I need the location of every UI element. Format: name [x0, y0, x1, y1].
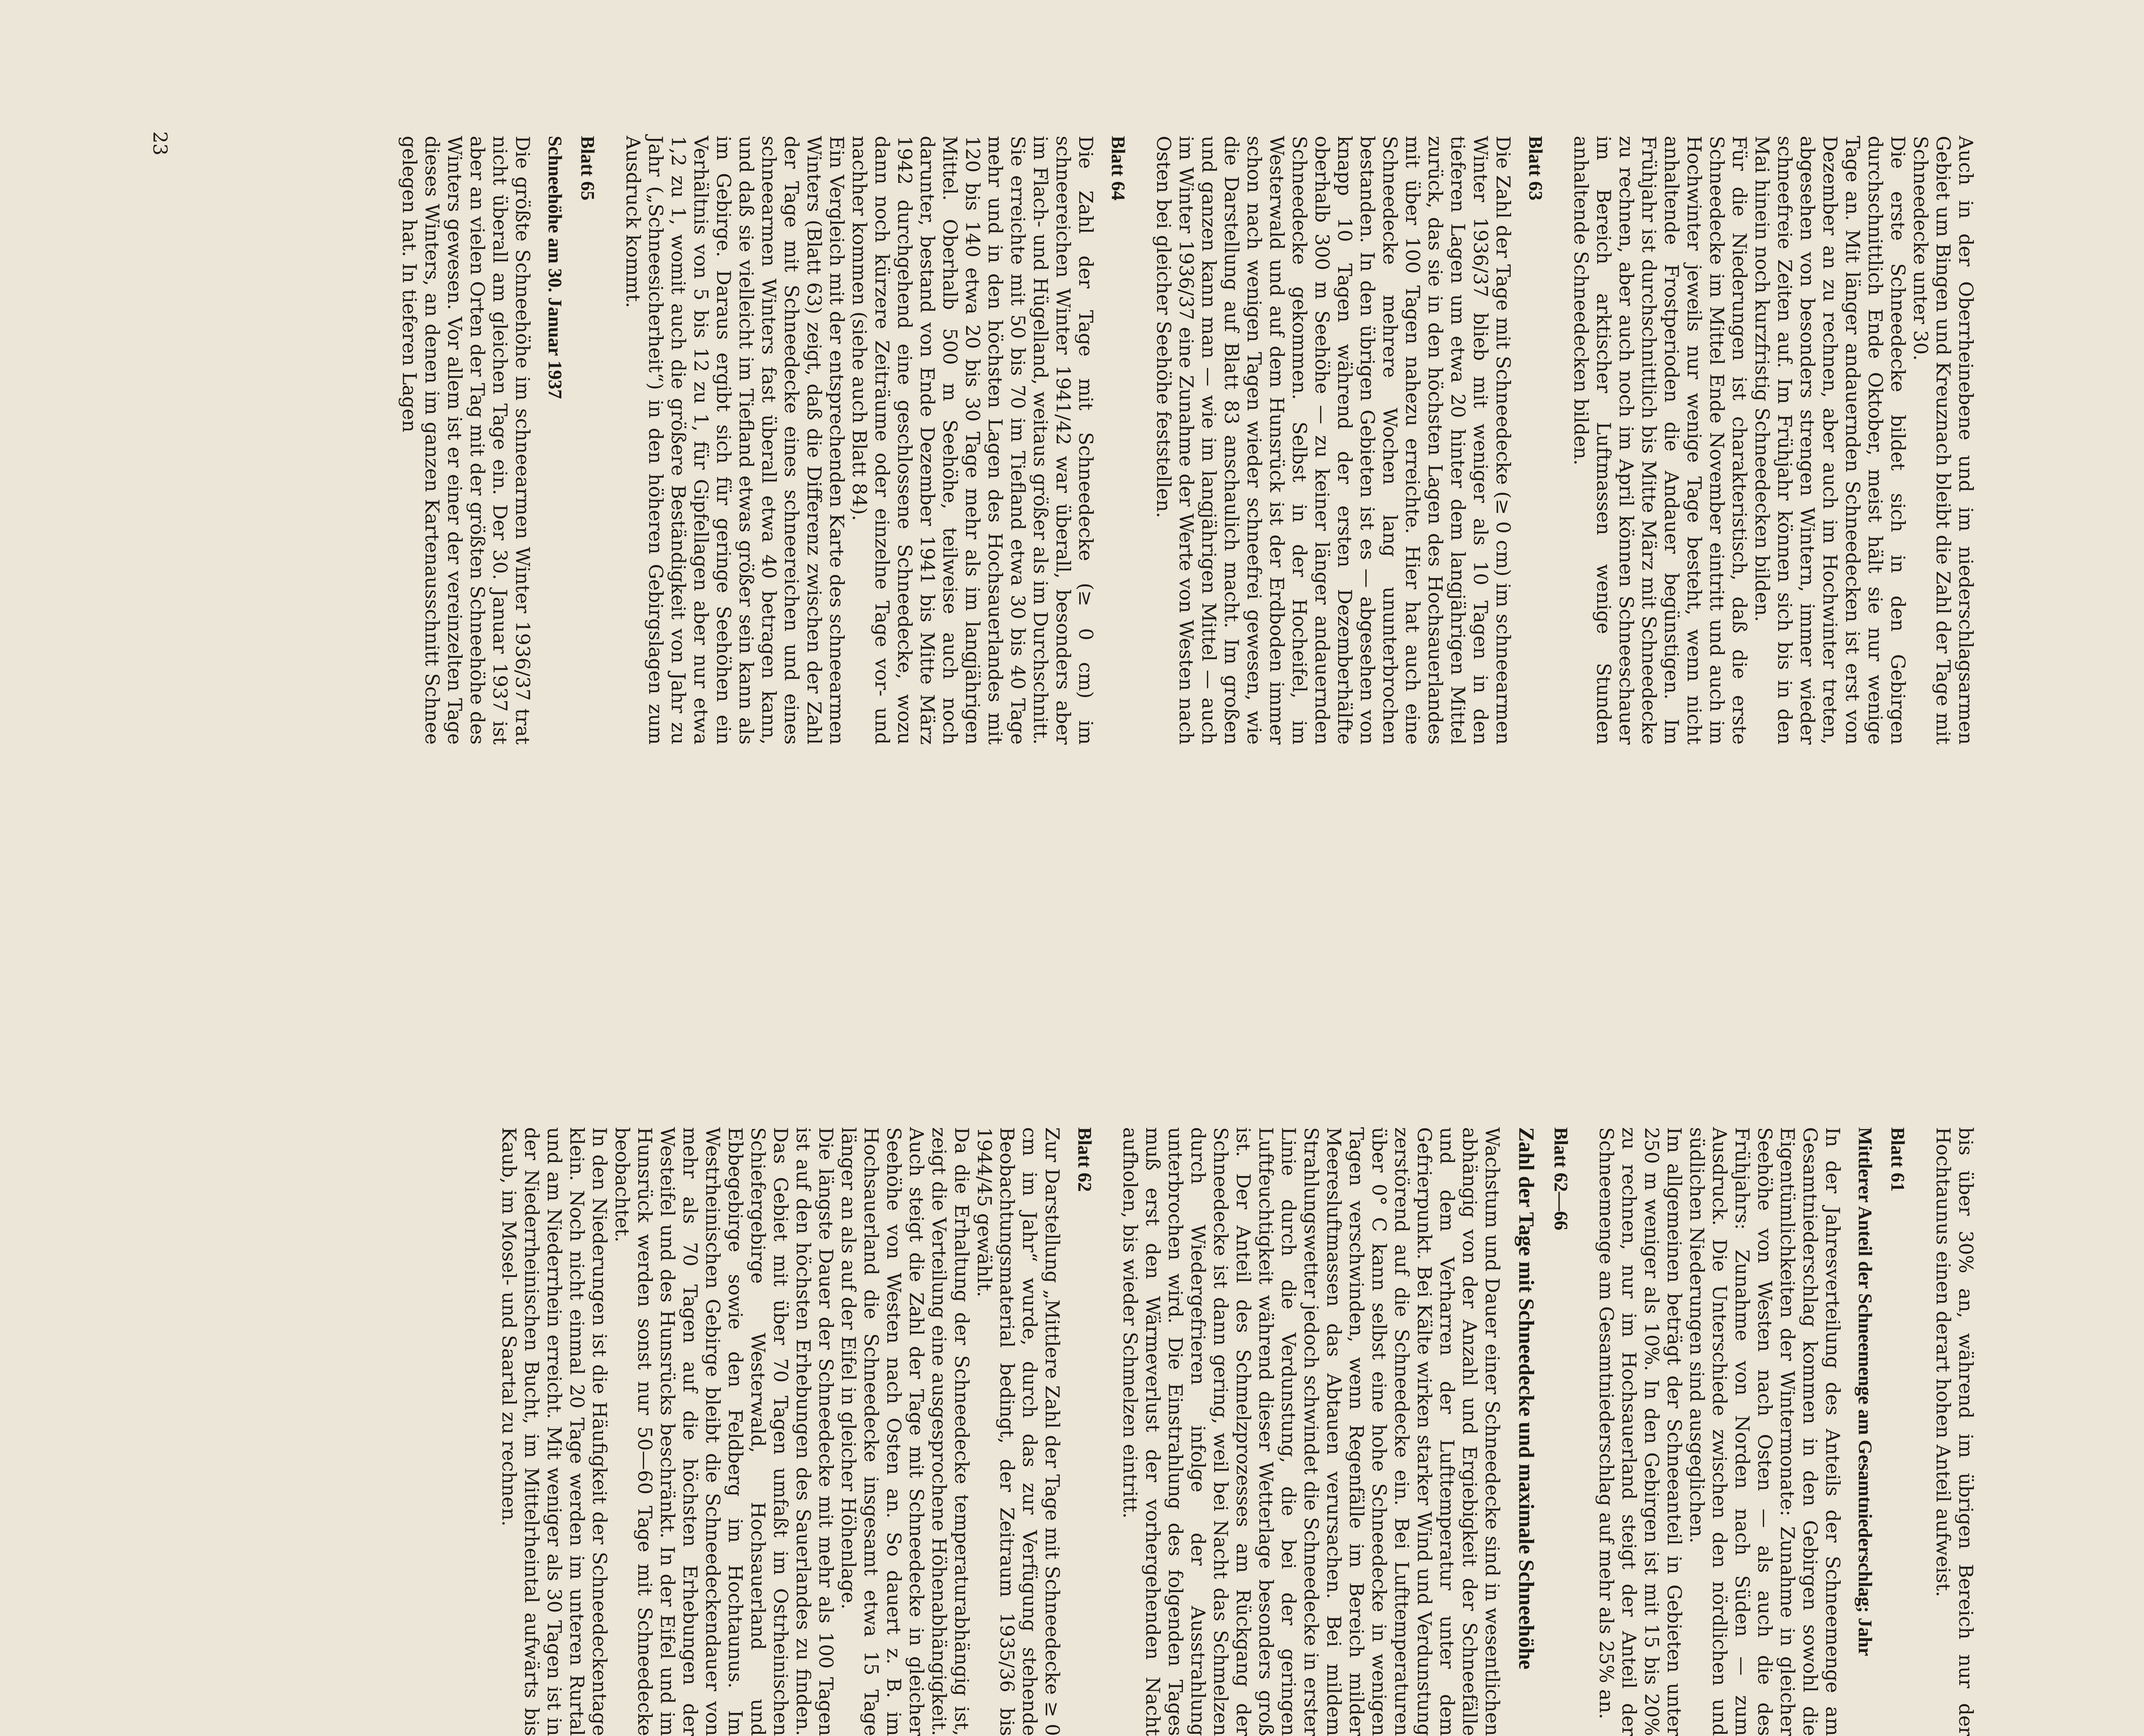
spacer — [1843, 1127, 1853, 1736]
section-heading: Blatt 62 — [1074, 1127, 1095, 1192]
spacer — [1909, 1127, 1931, 1736]
paragraph: In der Jahresverteilung des Anteils der Schneemenge am Gesamtniederschlag kommen in den Gebirgen sowohl die Eigentümlichkeiten der Wintermonate: Zunahme in gleicher Seehöhe von Westen nach Osten — als auch die des Frühjahrs: Zunahme von Norden nach Süden — zum Ausdruck. Die Unterschiede zwischen den nördlichen und südlichen Niederungen sind ausgeglichen. — [1685, 1127, 1843, 1736]
spacer — [533, 136, 543, 745]
paragraph: Im allgemeinen beträgt der Schneeanteil in Gebieten unter 250 m weniger als 10%. In den Gebirgen ist mit 15 bis 20% zu rechnen, nur im Hochsauerland steigt der Anteil der Schneemenge am Gesamtniederschlag auf mehr als 25% an. — [1595, 1127, 1685, 1736]
spacer — [1096, 1127, 1118, 1736]
spacer — [1503, 1127, 1513, 1736]
page-number: 23 — [149, 131, 171, 156]
section-heading: Blatt 61 — [1887, 1127, 1908, 1192]
section-heading: Blatt 65 — [577, 136, 598, 201]
paragraph: Die längste Dauer der Schneedecke mit mehr als 100 Tagen ist auf den höchsten Erhebungen des Sauerlandes zu finden. Das Gebiet mit über 70 Tagen umfaßt im Ostrheinischen Schiefergebirge Westerwald, Hochsauerland und Ebbegebirge sowie den Feldberg im Hochtaunus. Im Westrheinischen Gebirge bleibt die Schneedeckendauer von mehr als 70 Tagen auf die höchsten Erhebungen der Westeifel und des Hunsrücks beschränkt. In der Eifel und im Hunsrück werden sonst nur 50—60 Tage mit Schneedecke beobachtet. — [611, 1127, 837, 1736]
spacer — [1539, 1127, 1549, 1736]
paragraph: Die größte Schneehöhe im schneearmen Winter 1936/37 trat nicht überall am gleichen Tage ein. Der 30. Januar 1937 ist aber an vielen Orten der Tag mit der größten Schneehöhe des Winters gewesen. Vor allem ist er einer der vereinzelten Tage dieses Winters, an denen im ganzen Kartenausschnitt Schnee gelegen hat. In tieferen Lagen — [398, 136, 533, 745]
paragraph: Die Zahl der Tage mit Schneedecke (≥ 0 cm) im schneearmen Winter 1936/37 blieb mit weniger als 10 Tagen in den tieferen Lagen um etwa 20 hinter dem langjährigen Mittel zurück, das sie in den höchsten Lagen des Hochsauerlandes mit über 100 Tagen nahezu erreichte. Hier hat auch eine Schneedecke mehrere Wochen lang ununterbrochen bestanden. In den übrigen Gebieten ist es — abgesehen von knapp 10 Tagen während der ersten Dezemberhälfte oberhalb 300 m Seehöhe — zu keiner länger andauernden Schneedecke gekommen. Selbst in der Hocheifel, im Westerwald und auf dem Hunsrück ist der Erdboden immer schon nach wenigen Tagen wieder schneefrei gewesen, wie die Darstellung auf Blatt 83 anschaulich macht. Im großen und ganzen kann man — wie im langjährigen Mittel — auch im Winter 1936/37 eine Zunahme der Werte von Westen nach Osten bei gleicher Seehöhe feststellen. — [1152, 136, 1514, 745]
section-heading: Blatt 64 — [1107, 136, 1129, 201]
section-heading: Blatt 63 — [1525, 136, 1546, 201]
paragraph: Wachstum und Dauer einer Schneedecke sind in wesentlichen abhängig von der Anzahl und Ergiebigkeit der Schneefälle und dem Verharren der Lufttemperatur unter dem Gefrierpunkt. Bei Kälte wirken starker Wind und Verdunstung zerstörend auf die Schneedecke ein. Bei Lufttemperaturen über 0° C kann selbst eine hohe Schneedecke in wenigen Tagen verschwinden, wenn Regenfälle im Bereich milder Meeresluftmassen das Abtauen verursachen. Bei mildem Strahlungswetter jedoch schwindet die Schneedecke in erster Linie durch die Verdunstung, die bei der geringen Luftfeuchtigkeit während dieser Wetterlage besonders groß ist. Der Anteil des Schmelzprozesses am Rückgang der Schneedecke ist dann gering, weil bei Nacht das Schmelzen durch Wiedergefrieren infolge der Ausstrahlung unterbrochen wird. Die Einstrahlung des folgenden Tages muß erst den Wärmeverlust der vorhergehenden Nacht aufholen, bis wieder Schmelzen eintritt. — [1119, 1127, 1503, 1736]
section-heading: Schneehöhe am 30. Januar 1937 — [544, 136, 565, 399]
spacer — [1546, 136, 1569, 745]
paragraph: Zur Darstellung „Mittlere Zahl der Tage mit Schneedecke ≥ 0 cm im Jahr“ wurde, durch das zur Verfügung stehende Beobachtungsmaterial bedingt, der Zeitraum 1935/36 bis 1944/45 gewählt. — [973, 1127, 1063, 1736]
paragraph: Auch in der Oberrheinebene und im niederschlagsarmen Gebiet um Bingen und Kreuznach bleibt die Zahl der Tage mit Schneedecke unter 30. — [1909, 136, 1976, 745]
paragraph: Da die Erhaltung der Schneedecke temperaturabhängig ist, zeigt die Verteilung eine ausgesprochene Höhenabhängigkeit. Auch steigt die Zahl der Tage mit Schneedecke in gleicher Seehöhe von Westen nach Osten an. So dauert z. B. im Hochsauerland die Schneedecke insgesamt etwa 15 Tage länger an als auf der Eifel in gleicher Höhenlage. — [837, 1127, 972, 1736]
text-column-left — [497, 1127, 1976, 1736]
spacer — [1129, 136, 1152, 745]
paragraph: Für die Niederungen ist charakteristisch, daß die erste Schneedecke im Mittel Ende November eintritt und auch im Hochwinter jeweils nur wenige Tage besteht, wenn nicht anhaltende Frostperioden die Andauer begünstigen. Im Frühjahr ist durchschnittlich bis Mitte März mit Schneedecke zu rechnen, aber auch noch im April können Schneeschauer im Bereich arktischer Luftmassen wenige Stunden anhaltende Schneedecken bilden. — [1570, 136, 1750, 745]
spacer — [566, 136, 576, 745]
section-heading: Blatt 62—66 — [1550, 1127, 1571, 1230]
spacer — [1572, 1127, 1594, 1736]
section-heading: Mittlerer Anteil der Schneemenge am Gesamtniederschlag; Jahr — [1854, 1127, 1876, 1656]
text-column-right — [397, 136, 1976, 745]
spacer — [1514, 136, 1524, 745]
spacer — [1876, 1127, 1886, 1736]
paragraph: Die erste Schneedecke bildet sich in den Gebirgen durchschnittlich Ende Oktober, meist hält sie nur wenige Tage an. Mit länger andauernden Schneedecken ist erst von Dezember an zu rechnen, aber auch im Hochwinter treten, abgesehen von besonders strengen Wintern, immer wieder schneefreie Zeiten auf. Im Frühjahr können sich bis in den Mai hinein noch kurzfristig Schneedecken bilden. — [1751, 136, 1909, 745]
spacer — [1096, 136, 1106, 745]
paragraph: Die Zahl der Tage mit Schneedecke (≥ 0 cm) im schneereichen Winter 1941/42 war überall, besonders aber im Flach- und Hügelland, weitaus größer als im Durchschnitt. Sie erreichte mit 50 bis 70 im Tiefland etwa 30 bis 40 Tage mehr und in den höchsten Lagen des Hochsauerlandes mit 120 bis 140 etwa 20 bis 30 Tage mehr als im langjährigen Mittel. Oberhalb 500 m Seehöhe, teilweise auch noch darunter, bestand von Ende Dezember 1941 bis Mitte März 1942 durchgehend eine geschlossene Schneedecke, wozu dann noch kürzere Zeiträume oder einzelne Tage vor- und nachher kommen (siehe auch Blatt 84). — [848, 136, 1096, 745]
paragraph: bis über 30% an, während im übrigen Bereich nur der Hochtaunus einen derart hohen Anteil aufweist. — [1932, 1127, 1976, 1736]
spacer — [598, 136, 621, 745]
paragraph: In den Niederungen ist die Häufigkeit der Schneedeckentage klein. Noch nicht einmal 20 Tage werden im unteren Rurtal und am Niederrhein erreicht. Mit weniger als 30 Tagen ist in der Niederrheinischen Bucht, im Mittelrheintal aufwärts bis Kaub, im Mosel- und Saartal zu rechnen. — [498, 1127, 610, 1736]
paragraph: Ein Vergleich mit der entsprechenden Karte des schneearmen Winters (Blatt 63) zeigt, daß die Differenz zwischen der Zahl der Tage mit Schneedecke eines schneereichen und eines schneearmen Winters fast überall etwa 40 betragen kann, und daß sie vielleicht im Tiefland etwas größer sein kann als im Gebirge. Daraus ergibt sich für geringe Seehöhen ein Verhältnis von 5 bis 12 zu 1, für Gipfellagen aber nur etwa 1,2 zu 1, womit auch die größere Beständigkeit von Jahr zu Jahr („Schneesicherheit“) in den höheren Gebirgslagen zum Ausdruck kommt. — [622, 136, 847, 745]
spacer — [1063, 1127, 1073, 1736]
chapter-heading: Zahl der Tage mit Schneedecke und maximale Schneehöhe — [1514, 1127, 1538, 1669]
